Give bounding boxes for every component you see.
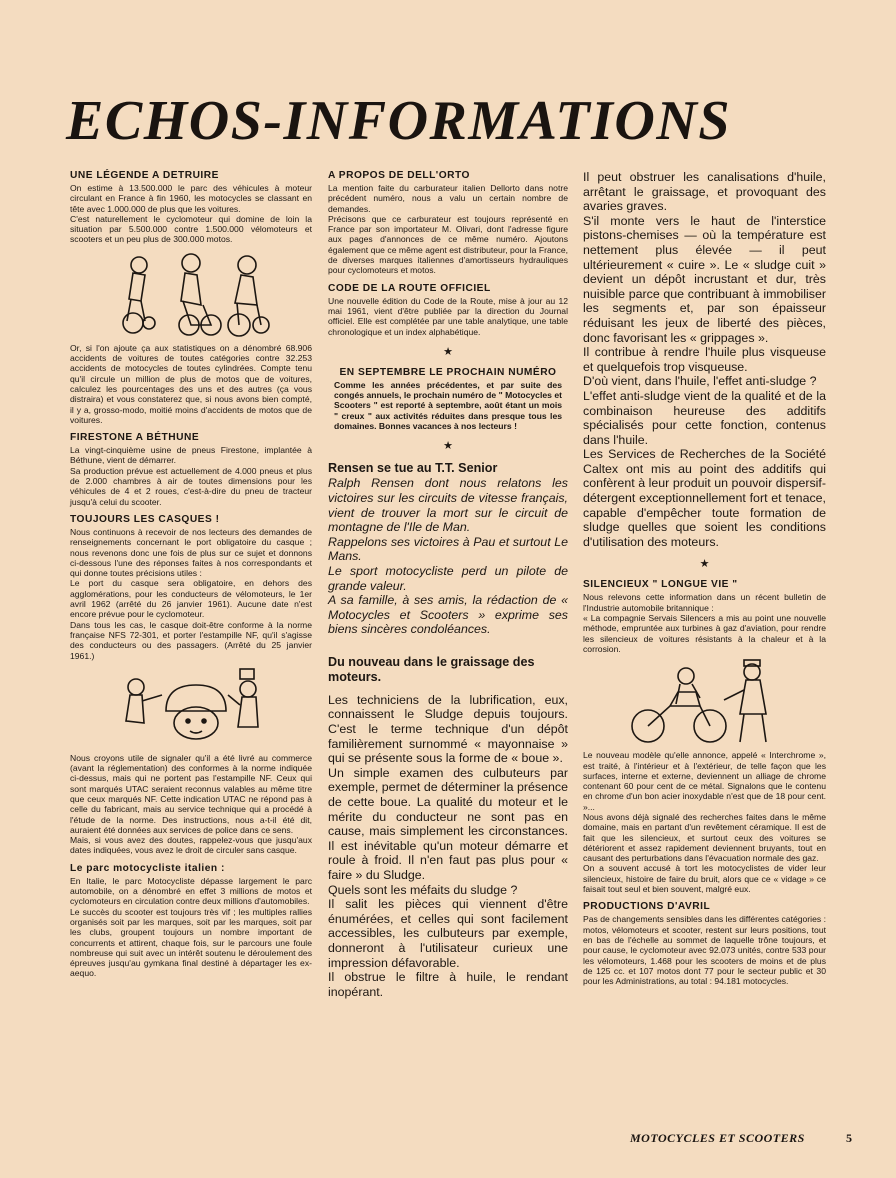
article-title: PRODUCTIONS D'AVRIL xyxy=(583,901,711,913)
page-number: 5 xyxy=(846,1131,852,1145)
paragraph: Un simple examen des culbuteurs par exemple, permet de déterminer la présence de cette boue. La qualité du moteur et le mérite du conducteur ne sont pas en cause, mais simplement les circonstances. Il est inévitable qu'un moteur démarre et roule à froid. Il n'en faut pas plus pour « faire » du Sludge. xyxy=(328,765,568,882)
column-1 xyxy=(70,170,312,979)
cyclists-illustration xyxy=(111,249,271,339)
helmet-cartoon-illustration xyxy=(116,665,266,749)
article-title: UNE LÉGENDE A DETRUIRE xyxy=(70,170,219,181)
paragraph: Une nouvelle édition du Code de la Route, mise à jour au 12 mai 1961, vient d'être publiée par la direction du Journal officiel. Elle est complétée par une table analytique, une table chronologique et un index alphabétique. xyxy=(328,295,568,337)
paragraph: Les techniciens de la lubrification, eux, connaissent le Sludge depuis toujours. C'est le terme technique d'un dépôt familièrement surnommé « mayonnaise » qui se présente sous la forme de « boue ». xyxy=(328,692,568,766)
paragraph: La mention faite du carburateur italien Dellorto dans notre précédent numéro, nous a valu un certain nombre de demandes. xyxy=(328,183,568,214)
column-2 xyxy=(328,170,568,999)
article-graissage xyxy=(328,655,568,999)
paragraph: Il contribue à rendre l'huile plus visqueuse et quelquefois trop visqueuse. xyxy=(583,345,826,374)
article-title: Le parc motocycliste italien : xyxy=(70,862,225,874)
paragraph: C'est naturellement le cyclomoteur qui domine de loin la situation par 5.500.000 contre 1.500.000 vélomoteurs et scooters et un peu plus de 300.000 motos. xyxy=(70,213,312,245)
paragraph: En Italie, le parc Motocycliste dépasse largement le parc automobile, on a dénombré en effet 3 millions de motos et cyclomoteurs en circulation contre deux millions d'automobiles. xyxy=(70,875,312,907)
paragraph: Le succès du scooter est toujours très vif ; les multiples rallies organisés soit par les marques, soit par les marques, soit par les clubs, groupent toujours un nombre important de concurrents et attirent, chaque fois, sur le parcours une foule nombreuse qui suit avec un intérêt soutenu le déroulement des épreuves jusqu'au gymkana final destiné à départager les ex-aequo. xyxy=(70,906,312,979)
paragraph: La vingt-cinquième usine de pneus Firestone, implantée à Béthune, vient de démarrer. xyxy=(70,445,312,466)
paragraph: Le nouveau modèle qu'elle annonce, appelé « Interchrome », est traité, à l'intérieur et à l'extérieur, de telle façon que les surfaces, interne et externe, deviennent un alliage de chrome contenant 60 pour cent de ce métal. Signalons que le contenu en chrome d'un bon acier inoxydable n'est que de 18 pour cent. »... xyxy=(583,750,826,812)
paragraph: Ralph Rensen dont nous relatons les victoires sur les circuits de vitesse français, vient de trouver la mort sur le circuit de montagne de l'Ile de Man. xyxy=(328,476,568,535)
paragraph: D'où vient, dans l'huile, l'effet anti-sludge ? xyxy=(583,374,817,389)
article-title: CODE DE LA ROUTE OFFICIEL xyxy=(328,282,491,294)
article-silencieux xyxy=(583,579,826,894)
paragraph: On a souvent accusé à tort les motocyclistes de vider leur silencieux, histoire de faire du bruit, alors que ce « vidage » ce faisait tout seul et bien souvent, malgré eux. xyxy=(583,863,826,895)
article-firestone xyxy=(70,432,312,507)
paragraph: S'il monte vers le haut de l'interstice pistons-chemises — où la température est nettement plus élevée — il peut ultérieurement « cuire ». Le « sludge cuit » devient un dépôt incrustant et dur, très nuisible parce que contribuant à immobiliser les segments et, par son épaisseur réduisant les jeux de liberté des pièces, donc favorisant les « grippages ». xyxy=(583,213,826,345)
paragraph: Il peut obstruer les canalisations d'huile, arrêtant le graissage, et provoquant des avaries graves. xyxy=(583,170,826,214)
paragraph: Pas de changements sensibles dans les différentes catégories : motos, vélomoteurs et scooter, restent sur leurs positions, tout en bas de l'échelle au sommet de laquelle trône toujours, et pour cause, le cyclomoteur avec 92.073 unités, contre 533 pour les vélomoteurs, 1.468 pour les scooters de moins et de plus de 125 cc. et 107 motos dont 77 pour le secteur public et 30 pour les Administrations, au total : 94.181 motocycles. xyxy=(583,914,826,987)
article-graissage-suite xyxy=(583,170,826,549)
article-productions xyxy=(583,901,826,986)
paragraph: Nous avons déjà signalé des recherches faites dans le même domaine, mais en partant d'un revêtement céramique. Il est de fait que les silencieux, et surtout ceux des voitures se détériorent et assez rapidement deviennent bruyants, tout en causant des perturbations dans l'évacuation normale des gaz. xyxy=(583,812,826,864)
article-title: A PROPOS DE DELL'ORTO xyxy=(328,170,470,181)
paragraph: Or, si l'on ajoute ça aux statistiques on a dénombré 68.906 accidents de voitures de toutes catégories contre 32.253 accidents de motocycles de toutes cylindrées. Compte tenu qu'il circule un million de plus de motos que de voitures, calculez les pourcentages des uns et des autres (ça vous distraira) et vous constaterez que, si nous avons bien compté, il y a, grosso-modo, moitié moins d'accidents de motos que de voitures. xyxy=(70,342,312,425)
article-title: Rensen se tue au T.T. Senior xyxy=(328,461,498,476)
article-title: EN SEPTEMBRE LE PROCHAIN NUMÉRO xyxy=(339,366,557,378)
paragraph: Il obstrue le filtre à huile, le rendant inopérant. xyxy=(328,970,568,999)
paragraph: Sa production prévue est actuellement de 4.000 pneus et plus de 2.000 chambres à air de toutes dimensions pour les véhicules de 4 et 2 roues, c'est-à-dire du pneu de tracteur jusqu'à celui du scooter. xyxy=(70,465,312,507)
footer-magazine-name: MOTOCYCLES ET SCOOTERS xyxy=(630,1131,805,1145)
article-parc-italien xyxy=(70,863,312,979)
paragraph: Il salit les pièces qui viennent d'être énumérées, et celles qui sont facilement accessibles, les culbuteurs par exemple, donneront à l'utilisateur curieux une impression défavorable. xyxy=(328,897,568,970)
column-3 xyxy=(583,170,826,986)
paragraph: A sa famille, à ses amis, la rédaction de « Motocycles et Scooters » exprime ses biens sincères condoléances. xyxy=(328,593,568,637)
paragraph: « La compagnie Servais Silencers a mis au point une nouvelle méthode, empruntée aux turbines à gaz d'aviation, pour rendre les silencieux de voitures résistants à la chaleur et à la corrosion. xyxy=(583,613,826,654)
paragraph: Rappelons ses victoires à Pau et surtout Le Mans. xyxy=(328,534,568,564)
paragraph: On estime à 13.500.000 le parc des véhicules à moteur circulant en France à fin 1960, les motocycles se classant en tête avec 1.000.000 de plus que les voitures. xyxy=(70,183,312,214)
article-casques xyxy=(70,514,312,856)
section-separator-star: ★ xyxy=(443,345,453,358)
section-separator-star: ★ xyxy=(699,558,710,571)
article-legende xyxy=(70,170,312,425)
motorcycle-police-illustration xyxy=(620,658,790,746)
paragraph: Le sport motocycliste perd un pilote de grande valeur. xyxy=(328,563,568,593)
article-title: TOUJOURS LES CASQUES ! xyxy=(70,513,220,525)
article-title: SILENCIEUX " LONGUE VIE " xyxy=(583,579,738,591)
article-title: FIRESTONE A BÉTHUNE xyxy=(70,432,200,444)
article-code-route xyxy=(328,283,568,337)
paragraph: Quels sont les méfaits du sludge ? xyxy=(328,882,518,897)
article-title: Du nouveau dans le graissage des moteurs. xyxy=(328,654,535,684)
paragraph: L'effet anti-sludge vient de la qualité et de la combinaison heureuse des additifs spécialisés pour cette fonction, contenus dans l'huile. xyxy=(583,388,826,447)
paragraph: Précisons que ce carburateur est toujours représenté en France par son importateur M. Olivari, dont l'adresse figure aux pages d'annonces de ce même numéro. Ajoutons également que ce même agent est distributeur, pour la France, de diverses marques italiennes d'amortisseurs hydrauliques pour cyclomoteurs et motos. xyxy=(328,213,568,276)
paragraph: Dans tous les cas, le casque doit-être conforme à la norme française NFS 72-301, et porter l'estampille NF, qu'il s'agisse des conducteurs ou des passagers. (Arrêté du 25 janvier 1961.) xyxy=(70,619,312,661)
paragraph: Nous continuons à recevoir de nos lecteurs des demandes de renseignements concernant le port obligatoire du casque ; nous revenons donc une fois de plus sur ce sujet et donnons ci-dessous l'une des réponses faites à nos correspondants et qui donne toutes précisions utiles : xyxy=(70,526,312,579)
paragraph: Les Services de Recherches de la Société Caltex ont mis au point des additifs qui confèrent à leur produit un pouvoir dispersif-détergent exceptionnellement fort et tenace, capable d'empêcher toute formation de sludge quelles que soient les conditions d'utilisation des moteurs. xyxy=(583,447,826,549)
paragraph: Mais, si vous avez des doutes, rappelez-vous que jusqu'aux dates indiquées, vous avez le droit de circuler sans casque. xyxy=(70,835,312,856)
paragraph: Nous relevons cette information dans un récent bulletin de l'Industrie automobile britannique : xyxy=(583,592,826,613)
section-separator-star: ★ xyxy=(443,440,453,453)
paragraph: Comme les années précédentes, et par suite des congés annuels, le prochain numéro de " Motocycles et Scooters " est reporté à septembre, août étant un mois " creux " aux activités réduites dans presque tous les domaines. Bonnes vacances à nos lecteurs ! xyxy=(334,379,562,432)
article-septembre xyxy=(328,367,568,431)
article-dellorto xyxy=(328,170,568,276)
paragraph: Le port du casque sera obligatoire, en dehors des agglomérations, pour les conducteurs de vélomoteurs, le 1er avril 1962 (arrêté du 26 janvier 1961). Aucune date n'est encore prévue pour le cyclomoteur. xyxy=(70,578,312,620)
article-rensen xyxy=(328,461,568,637)
masthead-title: ECHOS-INFORMATIONS xyxy=(66,90,731,152)
paragraph: Nous croyons utile de signaler qu'il a été livré au commerce (avant la réglementation) des conformes à la norme indiquée ci-dessus, mais qui ne portent pas l'estampille NF. Ceux qui sont marqués UTAC seraient reconnus valables au même titre que ceux marqués NF. Cette indication UTAC ne répond pas à celle du fabricant, mais au service technique qui a procédé à l'étude de la norme. Des instructions, nous a-t-il été dit, auraient été données aux services de police dans ce sens. xyxy=(70,752,312,835)
